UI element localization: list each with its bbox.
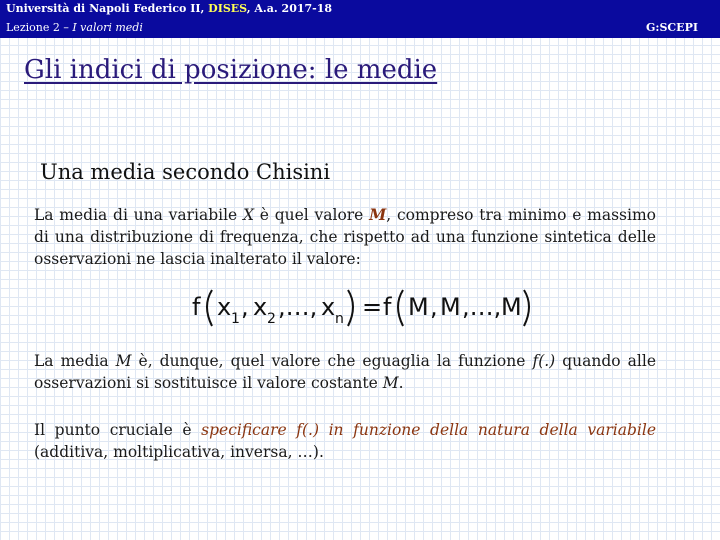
formula-x1: x xyxy=(217,293,232,321)
formula-comma: , xyxy=(241,293,249,321)
text-segment: è quel valore xyxy=(254,206,370,224)
chisini-formula xyxy=(190,284,535,332)
text-segment: . xyxy=(398,374,404,392)
slide-header xyxy=(0,0,720,38)
text-segment: è, dunque, quel valore che eguaglia la funzione xyxy=(131,352,533,370)
paren-close-left xyxy=(348,290,353,326)
text-segment: (additiva, moltiplicativa, inversa, …). xyxy=(34,443,324,461)
formula-m3: M xyxy=(501,293,522,321)
formula-equals: = xyxy=(362,293,383,321)
formula-sub-2: 2 xyxy=(267,311,276,327)
paren-open-left xyxy=(207,290,212,326)
explanation-paragraph xyxy=(34,350,656,394)
formula-sub-n: n xyxy=(335,311,344,327)
formula-sub-1: 1 xyxy=(231,311,240,327)
course-code: G:SCEPI xyxy=(646,21,698,34)
paren-open-right xyxy=(398,290,403,326)
paren-close-right xyxy=(524,290,529,326)
formula-ellipsis-right: ,…, xyxy=(462,293,502,321)
text-segment: quando alle osservazioni si sostituisce il valore costante xyxy=(34,352,656,392)
formula-m2: M xyxy=(440,293,461,321)
text-segment: La media xyxy=(34,352,116,370)
variable-m: M xyxy=(382,374,399,392)
lecture-line xyxy=(6,21,143,34)
formula-f-right: f xyxy=(383,293,392,321)
variable-m: M xyxy=(115,352,132,370)
university-line xyxy=(6,2,332,15)
function-f: f(.) xyxy=(532,352,556,370)
lecture-number: Lezione 2 – xyxy=(6,21,73,34)
text-segment: La media di una variabile xyxy=(34,206,243,224)
department-name: DISES xyxy=(208,2,247,15)
formula-x2: x xyxy=(253,293,268,321)
formula-comma: , xyxy=(430,293,438,321)
text-segment: Il punto cruciale è xyxy=(34,421,202,439)
academic-year: , A.a. 2017-18 xyxy=(246,2,333,15)
emphasis-text: specificare f(.) in funzione della natura della variabile xyxy=(201,421,656,439)
formula-xn: x xyxy=(321,293,336,321)
university-name: Università di Napoli Federico II, xyxy=(6,2,209,15)
formula-ellipsis-left: ,…, xyxy=(278,293,318,321)
variable-x: X xyxy=(242,206,255,224)
definition-paragraph xyxy=(34,204,656,270)
text-segment: , compreso tra minimo e massimo di una distribuzione di frequenza, che rispetto ad una funzione sintetica delle osservazioni ne lascia inalterato il valore: xyxy=(34,206,656,268)
variable-m: M xyxy=(369,205,387,224)
slide-subtitle: Una media secondo Chisini xyxy=(40,160,331,184)
slide-title: Gli indici di posizione: le medie xyxy=(24,55,438,85)
formula-m1: M xyxy=(408,293,429,321)
key-point-paragraph xyxy=(34,419,656,463)
lecture-topic: I valori medi xyxy=(72,21,143,34)
formula-f-left: f xyxy=(192,293,201,321)
